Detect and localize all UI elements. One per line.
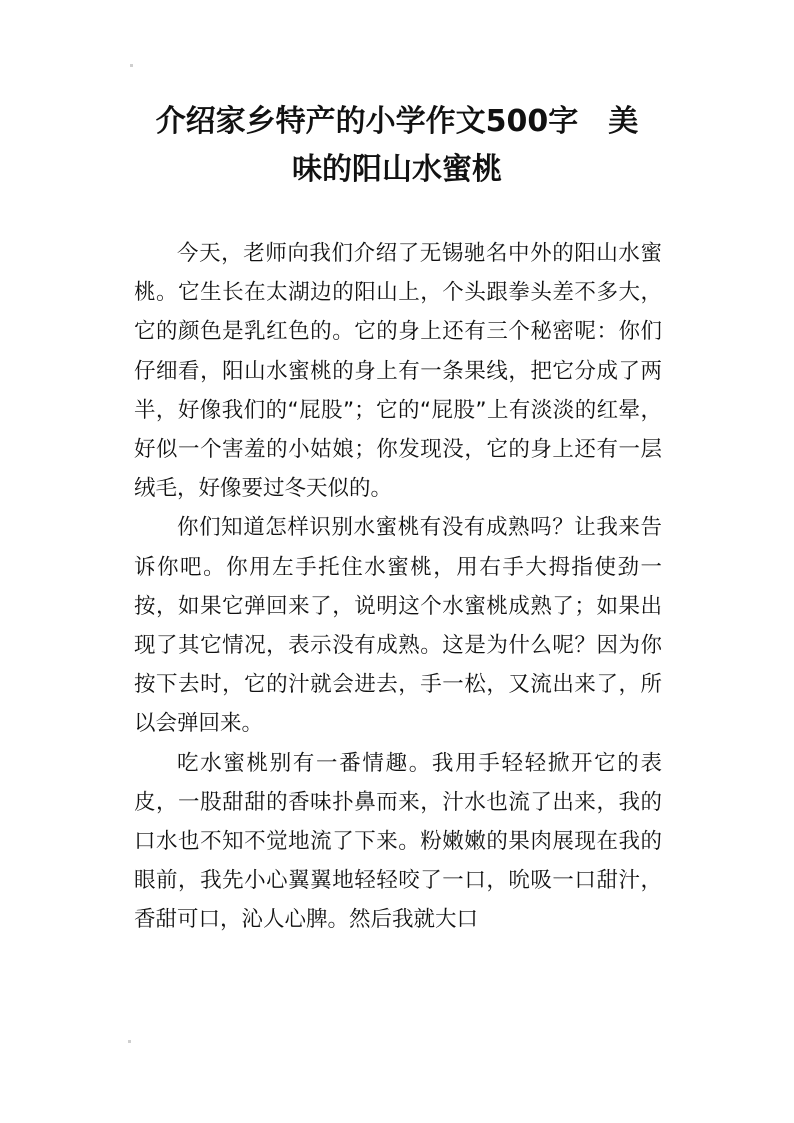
document-body <box>134 234 662 940</box>
scan-speck <box>130 64 133 67</box>
title-line-1: 介绍家乡特产的小学作文500字 美 <box>155 104 639 139</box>
paragraph-3: 吃水蜜桃别有一番情趣。我用手轻轻掀开它的表皮，一股甜甜的香味扑鼻而来，汁水也流了出来，我的口水也不知不觉地流了下来。粉嫩嫩的果肉展现在我的眼前，我先小心翼翼地轻轻咬了一口，吮吸一口甜汁，香甜可口，沁人心脾。然后我就大口 <box>134 750 662 933</box>
paragraph-1: 今天，老师向我们介绍了无锡驰名中外的阳山水蜜桃。它生长在太湖边的阳山上，个头跟拳头差不多大，它的颜色是乳红色的。它的身上还有三个秘密呢：你们仔细看，阳山水蜜桃的身上有一条果线，把它分成了两半，好像我们的“屁股”；它的“屁股”上有淡淡的红晕，好似一个害羞的小姑娘；你发现没，它的身上还有一层绒毛，好像要过冬天似的。 <box>134 241 662 502</box>
scan-speck <box>128 1040 131 1043</box>
paragraph-2: 你们知道怎样识别水蜜桃有没有成熟吗？让我来告诉你吧。你用左手托住水蜜桃，用右手大拇指使劲一按，如果它弹回来了，说明这个水蜜桃成熟了；如果出现了其它情况，表示没有成熟。这是为什么呢？因为你按下去时，它的汁就会进去，手一松，又流出来了，所以会弹回来。 <box>134 515 662 737</box>
document-title <box>110 98 684 194</box>
title-line-2: 味的阳山水蜜桃 <box>292 152 502 187</box>
